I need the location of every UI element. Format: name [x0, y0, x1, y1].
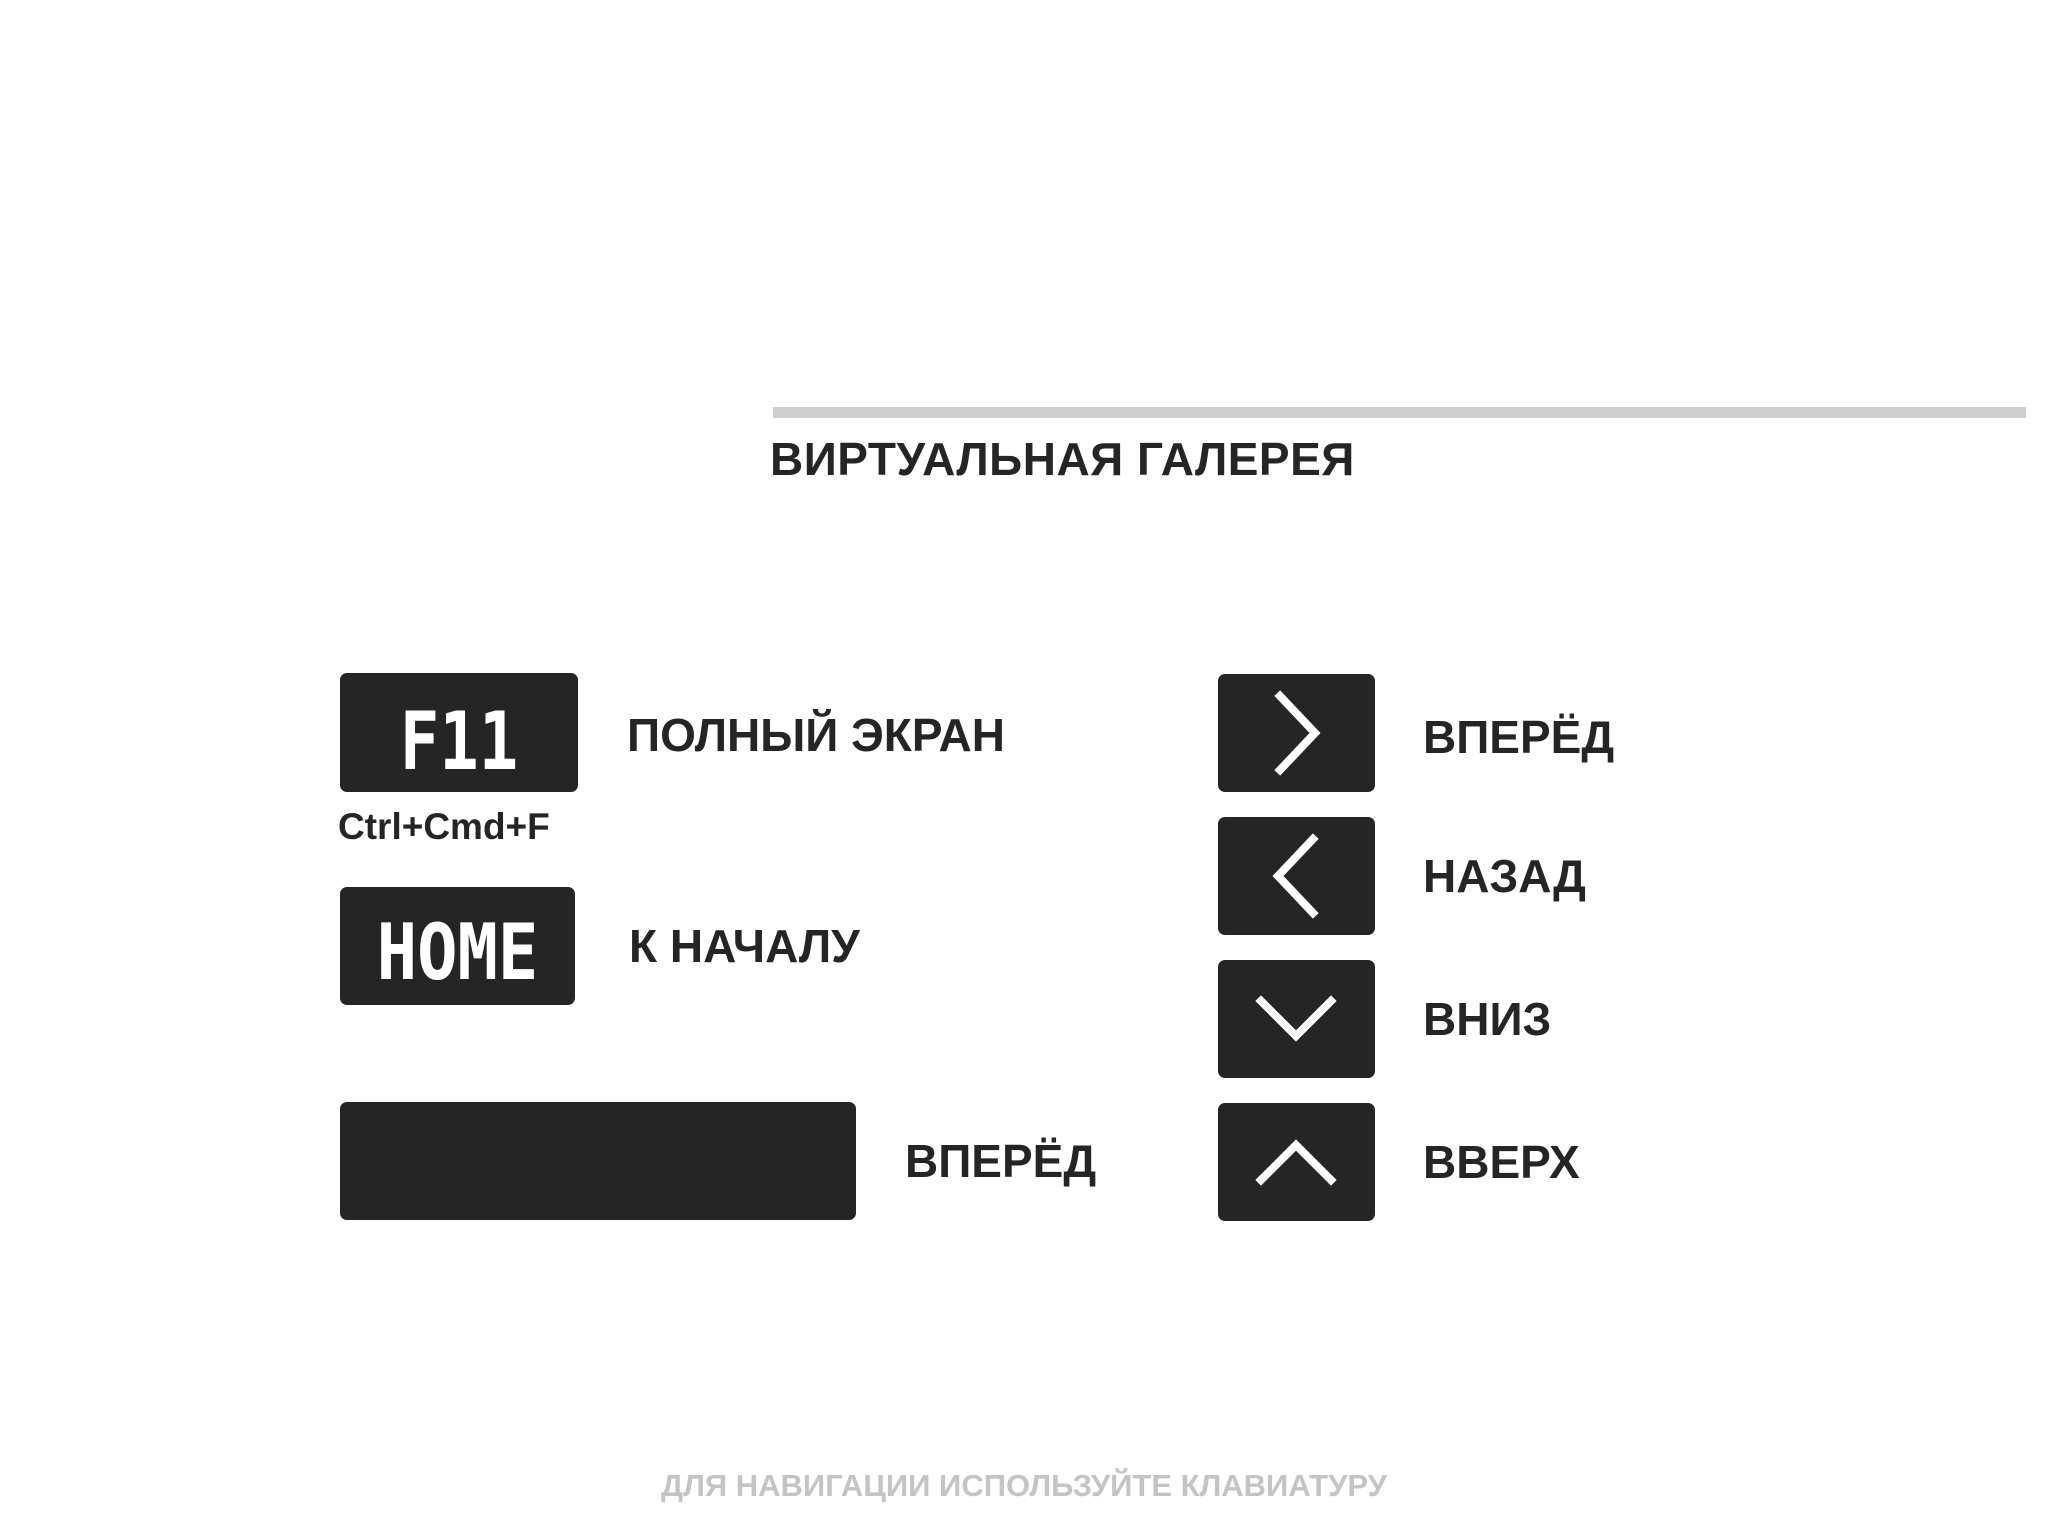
- down-arrow-key: [1218, 960, 1375, 1078]
- f11-key-text: F11: [399, 695, 519, 789]
- header-divider: [773, 407, 2026, 418]
- fullscreen-alt-shortcut: Ctrl+Cmd+F: [338, 806, 550, 847]
- home-key: [340, 887, 575, 1005]
- space-key: [340, 1102, 856, 1220]
- space-label: ВПЕРЁД: [905, 1135, 1097, 1187]
- keyboard-hint: ДЛЯ НАВИГАЦИИ ИСПОЛЬЗУЙТЕ КЛАВИАТУРУ: [661, 1468, 1387, 1503]
- chevron-left-icon: [1218, 817, 1375, 935]
- home-label: К НАЧАЛУ: [629, 920, 860, 972]
- chevron-right-icon: [1218, 674, 1375, 792]
- f11-key-glyph: [340, 673, 578, 792]
- fullscreen-label: ПОЛНЫЙ ЭКРАН: [627, 709, 1005, 761]
- back-label: НАЗАД: [1423, 850, 1586, 902]
- home-key-glyph: [340, 887, 575, 1005]
- right-arrow-key: [1218, 674, 1375, 792]
- up-arrow-key: [1218, 1103, 1375, 1221]
- chevron-down-icon: [1218, 960, 1375, 1078]
- down-label: ВНИЗ: [1423, 993, 1552, 1045]
- up-label: ВВЕРХ: [1423, 1136, 1580, 1188]
- f11-key: [340, 673, 578, 792]
- home-key-text: HOME: [376, 907, 539, 999]
- chevron-up-icon: [1218, 1103, 1375, 1221]
- forward-label: ВПЕРЁД: [1423, 711, 1615, 763]
- page-title: ВИРТУАЛЬНАЯ ГАЛЕРЕЯ: [770, 433, 1355, 485]
- left-arrow-key: [1218, 817, 1375, 935]
